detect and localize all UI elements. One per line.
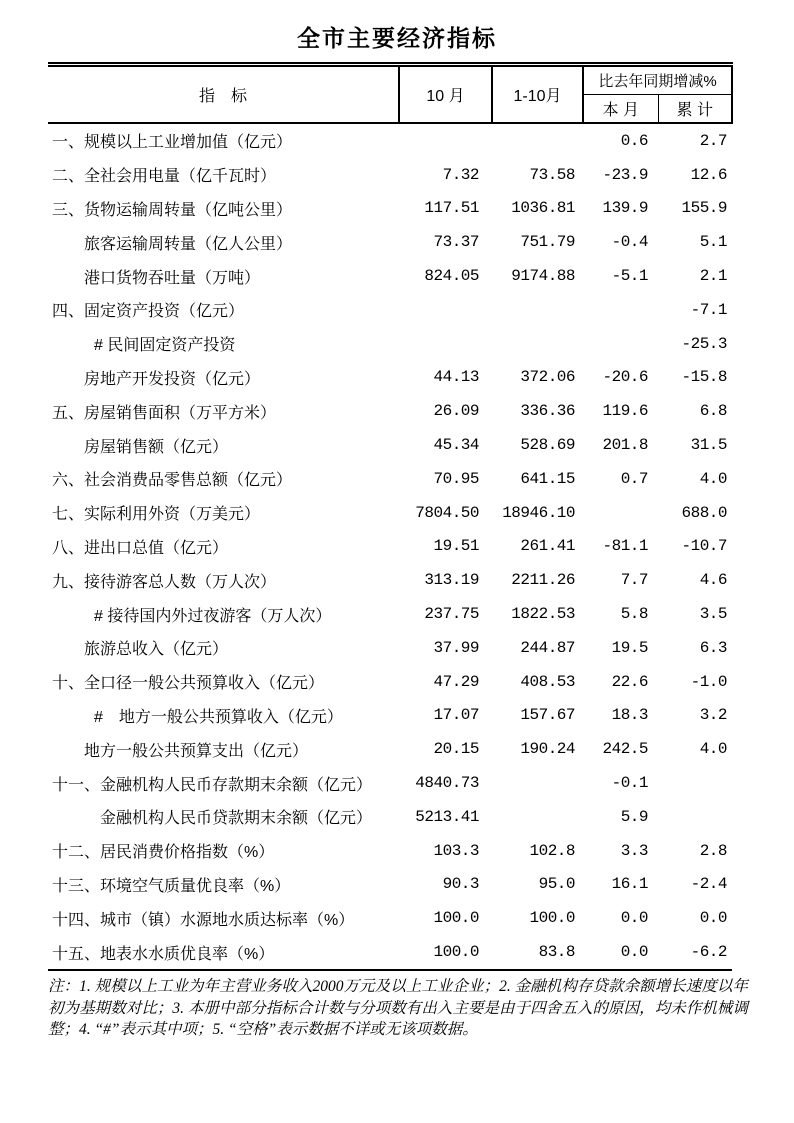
jan-oct-value: 261.41 [520,537,575,556]
header-row-top [48,65,732,95]
this-month-value: 7.7 [620,571,648,590]
cumulative-value: 4.0 [699,469,727,488]
october-value: 100.0 [433,943,479,962]
indicator-cell: # 地方一般公共预算收入（亿元） [94,708,343,726]
indicator-cell: 十一、金融机构人民币存款期末余额（亿元） [52,776,373,794]
indicator-cell: 九、接待游客总人数（万人次） [52,573,277,591]
jan-oct-value [492,123,583,158]
table-row [48,394,732,428]
this-month-value [583,293,658,327]
october-value [399,123,492,158]
cumulative-value: 6.8 [699,402,727,421]
october-value: 824.05 [424,267,479,286]
table-row [48,665,732,699]
october-value: 4840.73 [415,774,479,793]
indicator-cell: 十三、环境空气质量优良率（%） [52,877,291,895]
table-row [48,123,732,158]
jan-oct-value: 336.36 [520,402,575,421]
indicator-cell: 三、货物运输周转量（亿吨公里） [52,201,293,219]
table-row [48,293,732,327]
october-value: 45.34 [433,436,479,455]
indicator-cell: 房地产开发投资（亿元） [84,370,261,388]
table-row [48,192,732,226]
october-value: 70.95 [433,469,479,488]
table-row [48,496,732,530]
this-month-value: 119.6 [602,402,648,421]
jan-oct-value: 528.69 [520,436,575,455]
cumulative-value: 2.8 [699,841,727,860]
table-row [48,361,732,395]
october-value: 100.0 [433,909,479,928]
cumulative-value: 3.5 [699,605,727,624]
jan-oct-value: 102.8 [529,841,575,860]
footnote: 注：1. 规模以上工业为年主营业务收入2000万元及以上工业企业；2. 金融机构存贷款余额增长速度以年初为基期数对比；3. 本册中部分指标合计数与分项数有出入主要是由于四舍五入的原因，均未作机械调整；4. “#”表示其中项；5. “空格”表示数据不详或无该项数据。 [48,978,748,1038]
cumulative-value: -1.0 [690,672,727,691]
indicator-cell: 五、房屋销售面积（万平方米） [52,404,277,422]
cumulative-value: 6.3 [699,638,727,657]
this-month-value: 0.0 [620,943,648,962]
october-value: 103.3 [433,841,479,860]
cumulative-value: -25.3 [681,334,727,353]
jan-oct-value [492,293,583,327]
indicator-cell: 四、固定资产投资（亿元） [52,303,245,321]
jan-oct-value: 244.87 [520,638,575,657]
table-row [48,597,732,631]
october-value: 17.07 [433,706,479,725]
table-row [48,259,732,293]
indicator-cell: 一、规模以上工业增加值（亿元） [52,134,293,152]
table-row [48,699,732,733]
this-month-value: -20.6 [602,368,648,387]
this-month-value: 0.7 [620,469,648,488]
cumulative-value: -6.2 [690,943,727,962]
table-body [48,123,732,970]
indicator-cell: 旅客运输周转量（亿人公里） [84,235,293,253]
october-value: 19.51 [433,537,479,556]
jan-oct-value: 100.0 [529,909,575,928]
indicator-cell: 二、全社会用电量（亿千瓦时） [52,168,277,186]
indicator-cell: 十、全口径一般公共预算收入（亿元） [52,675,325,693]
october-value: 47.29 [433,672,479,691]
october-value: 20.15 [433,740,479,759]
table-row [48,834,732,868]
indicator-cell: 房屋销售额（亿元） [84,438,229,456]
table-row [48,868,732,902]
jan-oct-value: 751.79 [520,233,575,252]
cumulative-value: 12.6 [690,165,727,184]
jan-oct-value [492,800,583,834]
table-row [48,563,732,597]
jan-oct-value [492,327,583,361]
october-value: 7804.50 [415,503,479,522]
this-month-value: -0.1 [611,774,648,793]
indicator-cell: 金融机构人民币贷款期末余额（亿元） [100,810,373,828]
cumulative-value: -2.4 [690,875,727,894]
table-row [48,327,732,361]
jan-oct-value: 2211.26 [511,571,575,590]
october-value: 73.37 [433,233,479,252]
indicator-cell: 旅游总收入（亿元） [84,641,229,659]
this-month-value: -0.4 [611,233,648,252]
october-value [399,293,492,327]
cumulative-value: 4.0 [699,740,727,759]
col-header-this-month: 本 月 [583,95,658,124]
table-row [48,766,732,800]
this-month-value: -5.1 [611,267,648,286]
col-header-cumulative: 累 计 [658,95,732,124]
cumulative-value: 2.7 [699,131,727,150]
jan-oct-value: 73.58 [529,165,575,184]
indicator-cell: # 接待国内外过夜游客（万人次） [94,607,332,625]
table-row [48,800,732,834]
october-value: 117.51 [424,199,479,218]
october-value: 44.13 [433,368,479,387]
cumulative-value: 0.0 [699,909,727,928]
this-month-value: 242.5 [602,740,648,759]
jan-oct-value: 372.06 [520,368,575,387]
indicator-cell: 六、社会消费品零售总额（亿元） [52,472,293,490]
jan-oct-value: 1036.81 [511,199,575,218]
indicator-cell: 七、实际利用外资（万美元） [52,506,261,524]
october-value [399,327,492,361]
october-value: 5213.41 [415,807,479,826]
indicator-cell: 八、进出口总值（亿元） [52,539,229,557]
indicator-cell: # 民间固定资产投资 [94,337,236,355]
jan-oct-value: 9174.88 [511,267,575,286]
this-month-value: 5.9 [620,807,648,826]
table-row [48,428,732,462]
cumulative-value: 155.9 [681,199,727,218]
indicator-cell: 港口货物吞吐量（万吨） [84,269,261,287]
table-row [48,732,732,766]
jan-oct-value: 408.53 [520,672,575,691]
this-month-value: 3.3 [620,841,648,860]
table-row [48,935,732,970]
cumulative-value [658,800,732,834]
table-row [48,901,732,935]
indicator-cell: 十二、居民消费价格指数（%） [52,844,275,862]
jan-oct-value: 83.8 [538,943,575,962]
indicator-cell: 十五、地表水水质优良率（%） [52,945,275,963]
this-month-value: 0.0 [620,909,648,928]
table-row [48,631,732,665]
col-header-yoy-group: 比去年同期增减% [583,65,732,95]
table-header [48,65,732,124]
jan-oct-value: 157.67 [520,706,575,725]
page-title: 全市主要经济指标 [297,25,497,51]
cumulative-value: 4.6 [699,571,727,590]
this-month-value: 201.8 [602,436,648,455]
this-month-value: -81.1 [602,537,648,556]
cumulative-value: 688.0 [681,503,727,522]
cumulative-value: 31.5 [690,436,727,455]
this-month-value: 19.5 [611,638,648,657]
jan-oct-value: 190.24 [520,740,575,759]
table-row [48,158,732,192]
cumulative-value: -10.7 [681,537,727,556]
col-header-jan-oct: 1-10月 [492,65,583,124]
table-row [48,530,732,564]
jan-oct-value: 641.15 [520,469,575,488]
october-value: 313.19 [424,571,479,590]
jan-oct-value: 1822.53 [511,605,575,624]
october-value: 26.09 [433,402,479,421]
this-month-value [583,496,658,530]
jan-oct-value [492,766,583,800]
cumulative-value: -7.1 [690,300,727,319]
jan-oct-value: 18946.10 [502,503,575,522]
cumulative-value: 2.1 [699,267,727,286]
col-header-october: 10 月 [399,65,492,124]
table-row [48,225,732,259]
indicator-cell: 十四、城市（镇）水源地水质达标率（%） [52,911,355,929]
this-month-value [583,327,658,361]
jan-oct-value: 95.0 [538,875,575,894]
cumulative-value: 3.2 [699,706,727,725]
cumulative-value: -15.8 [681,368,727,387]
cumulative-value [658,766,732,800]
october-value: 237.75 [424,605,479,624]
this-month-value: 5.8 [620,605,648,624]
october-value: 7.32 [442,165,479,184]
table-row [48,462,732,496]
cumulative-value: 5.1 [699,233,727,252]
col-header-indicator: 指 标 [48,65,399,124]
october-value: 90.3 [442,875,479,894]
economic-indicators-table [48,62,733,971]
october-value: 37.99 [433,638,479,657]
this-month-value: 22.6 [611,672,648,691]
this-month-value: 18.3 [611,706,648,725]
this-month-value: 0.6 [620,131,648,150]
this-month-value: 139.9 [602,199,648,218]
this-month-value: 16.1 [611,875,648,894]
this-month-value: -23.9 [602,165,648,184]
indicator-cell: 地方一般公共预算支出（亿元） [84,742,309,760]
